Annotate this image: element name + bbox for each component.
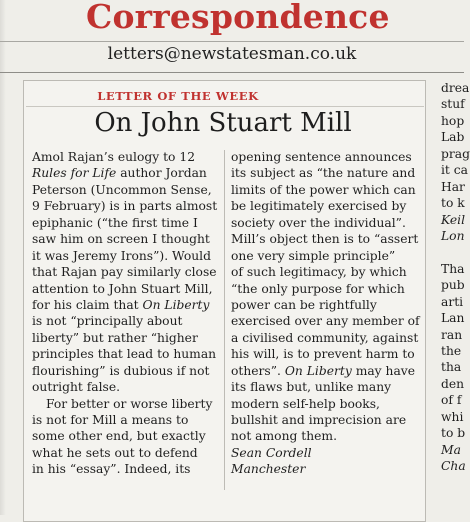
text-segment: Peterson (Uncommon Sense,	[32, 182, 212, 197]
text-segment: of f	[441, 393, 462, 408]
text-line	[32, 281, 218, 297]
italic-text: Manchester	[231, 462, 306, 477]
text-line	[231, 313, 421, 329]
text-segment: Tha	[441, 261, 465, 276]
text-segment: modern self-help books,	[231, 396, 380, 411]
text-line	[32, 379, 218, 395]
text-segment: prag	[441, 146, 470, 161]
text-line	[231, 281, 421, 297]
text-segment: is not “principally about	[32, 314, 183, 329]
text-segment: for his claim that	[32, 297, 143, 312]
text-line	[441, 113, 464, 129]
text-segment: author Jordan	[116, 166, 207, 181]
text-segment: the	[441, 344, 462, 358]
text-line	[32, 248, 218, 264]
text-line	[441, 80, 470, 96]
text-line	[441, 195, 464, 211]
text-line	[231, 297, 421, 313]
text-line	[231, 231, 421, 247]
italic-text: On Liberty	[284, 363, 352, 378]
text-line	[32, 264, 218, 280]
text-segment: in his “essay”. Indeed, its	[32, 462, 191, 477]
letter-body-column-1	[32, 149, 218, 478]
text-line	[441, 146, 470, 162]
paragraph-gap	[441, 244, 464, 260]
text-segment: of such legitimacy, by which	[231, 265, 407, 280]
text-segment: bullshit and imprecision are	[231, 413, 407, 427]
text-segment: Lab	[441, 130, 465, 145]
text-segment: whi	[441, 409, 464, 424]
text-line	[231, 264, 421, 280]
text-line	[32, 330, 218, 346]
text-line	[32, 198, 218, 214]
text-line	[441, 96, 464, 112]
italic-text: Lon	[441, 228, 465, 243]
text-line	[441, 294, 464, 310]
text-line	[231, 165, 421, 181]
text-segment: one very simple principle”	[231, 248, 396, 263]
letter-body-column-2	[231, 149, 421, 478]
text-segment: is not for Mill a means to	[32, 413, 189, 427]
italic-text: Sean Cordell	[231, 445, 312, 460]
text-line	[441, 228, 464, 244]
italic-text: Cha	[441, 459, 466, 474]
text-segment: epiphanic (“the first time I	[32, 215, 198, 230]
column-divider	[224, 150, 225, 490]
text-segment: others”.	[231, 363, 285, 378]
text-line	[32, 149, 218, 165]
text-line	[32, 313, 218, 329]
text-segment: drea	[441, 81, 470, 95]
text-line	[231, 215, 421, 231]
text-segment: hop	[441, 113, 465, 128]
text-line	[231, 149, 421, 165]
text-segment: its flaws but, unlike many	[231, 380, 392, 395]
letters-email: letters@newstatesman.co.uk	[107, 44, 357, 64]
text-segment: be legitimately exercised by	[231, 199, 407, 214]
text-segment: may have	[351, 363, 416, 378]
text-segment: power can be rightfully	[231, 297, 377, 312]
text-segment: 9 February) is in parts almost	[32, 199, 218, 214]
text-segment: society over the individual”.	[231, 215, 406, 230]
text-segment: flourishing” is dubious if not	[32, 363, 210, 378]
text-line	[441, 409, 464, 425]
text-line	[32, 461, 218, 477]
text-segment: stuf	[441, 97, 465, 112]
italic-text: Ma	[441, 442, 461, 457]
text-segment: arti	[441, 294, 464, 309]
text-line	[231, 363, 421, 379]
text-line	[32, 363, 218, 379]
page-gutter-shadow	[0, 0, 6, 515]
text-segment: what he sets out to defend	[32, 445, 198, 460]
text-line	[231, 182, 421, 198]
text-line	[32, 182, 218, 198]
letter-headline: On John Stuart Mill	[94, 108, 352, 138]
text-line	[32, 428, 218, 444]
kicker-divider	[26, 106, 424, 107]
text-line	[441, 458, 464, 474]
text-segment: exercised over any member of	[231, 314, 420, 329]
text-line	[32, 165, 218, 181]
text-segment: Mill’s object then is to “assert	[231, 232, 419, 247]
text-line	[32, 231, 218, 247]
italic-text: Keil	[441, 212, 465, 227]
text-line	[32, 346, 218, 362]
text-segment: ran	[441, 327, 463, 342]
text-line	[441, 212, 464, 228]
text-line	[32, 396, 218, 412]
section-title: Correspondence	[86, 0, 390, 36]
text-line	[441, 277, 464, 293]
text-line	[441, 392, 464, 408]
text-line	[231, 428, 421, 444]
text-line	[231, 412, 421, 428]
text-segment: opening sentence announces	[231, 150, 412, 164]
text-line	[441, 425, 464, 441]
text-line	[32, 297, 218, 313]
text-segment: saw him on screen I thought	[32, 232, 210, 247]
text-line	[441, 376, 464, 392]
text-segment: to b	[441, 426, 466, 441]
text-segment: Har	[441, 179, 465, 194]
text-segment: attention to John Stuart Mill,	[32, 281, 213, 296]
text-line	[231, 379, 421, 395]
text-segment: principles that lead to human	[32, 347, 217, 362]
text-segment: Lan	[441, 311, 465, 326]
text-segment: Amol Rajan’s eulogy to 12	[32, 150, 196, 164]
text-line	[231, 248, 421, 264]
text-segment: pub	[441, 278, 465, 293]
text-segment: outright false.	[32, 380, 121, 395]
text-line	[441, 327, 464, 343]
italic-text: On Liberty	[142, 297, 210, 312]
text-segment: not among them.	[231, 429, 337, 444]
header-rule	[0, 41, 464, 42]
text-segment: tha	[441, 360, 462, 375]
text-line	[32, 215, 218, 231]
text-line	[231, 461, 421, 477]
text-line	[441, 359, 464, 375]
text-segment: that Rajan pay similarly close	[32, 265, 217, 280]
text-line	[441, 442, 464, 458]
text-line	[441, 261, 464, 277]
text-segment: his will, is to prevent harm to	[231, 347, 415, 362]
text-segment: den	[441, 376, 465, 391]
text-segment: For better or worse liberty	[46, 396, 213, 411]
text-line	[231, 330, 421, 346]
text-line	[231, 198, 421, 214]
text-segment: its subject as “the nature and	[231, 166, 416, 181]
letter-kicker: LETTER OF THE WEEK	[97, 89, 259, 103]
text-line	[231, 396, 421, 412]
text-segment: a civilised community, against	[231, 330, 419, 345]
text-segment: it ca	[441, 163, 469, 178]
italic-text: Rules for Life	[32, 166, 117, 181]
text-line	[32, 412, 218, 428]
text-line	[441, 162, 469, 178]
text-line	[32, 445, 218, 461]
text-line	[441, 310, 464, 326]
text-line	[231, 445, 421, 461]
text-segment: it was Jeremy Irons”). Would	[32, 248, 211, 263]
text-line	[441, 129, 464, 145]
text-segment: limits of the power which can	[231, 182, 416, 197]
section-divider	[0, 72, 464, 73]
text-segment: “the only purpose for which	[231, 281, 405, 296]
text-segment: some other end, but exactly	[32, 429, 206, 444]
adjacent-column-fragment	[441, 80, 470, 475]
text-line	[441, 343, 464, 359]
text-line	[231, 346, 421, 362]
text-line	[441, 179, 464, 195]
text-segment: liberty” but rather “higher	[32, 330, 198, 345]
text-segment: to k	[441, 196, 465, 211]
